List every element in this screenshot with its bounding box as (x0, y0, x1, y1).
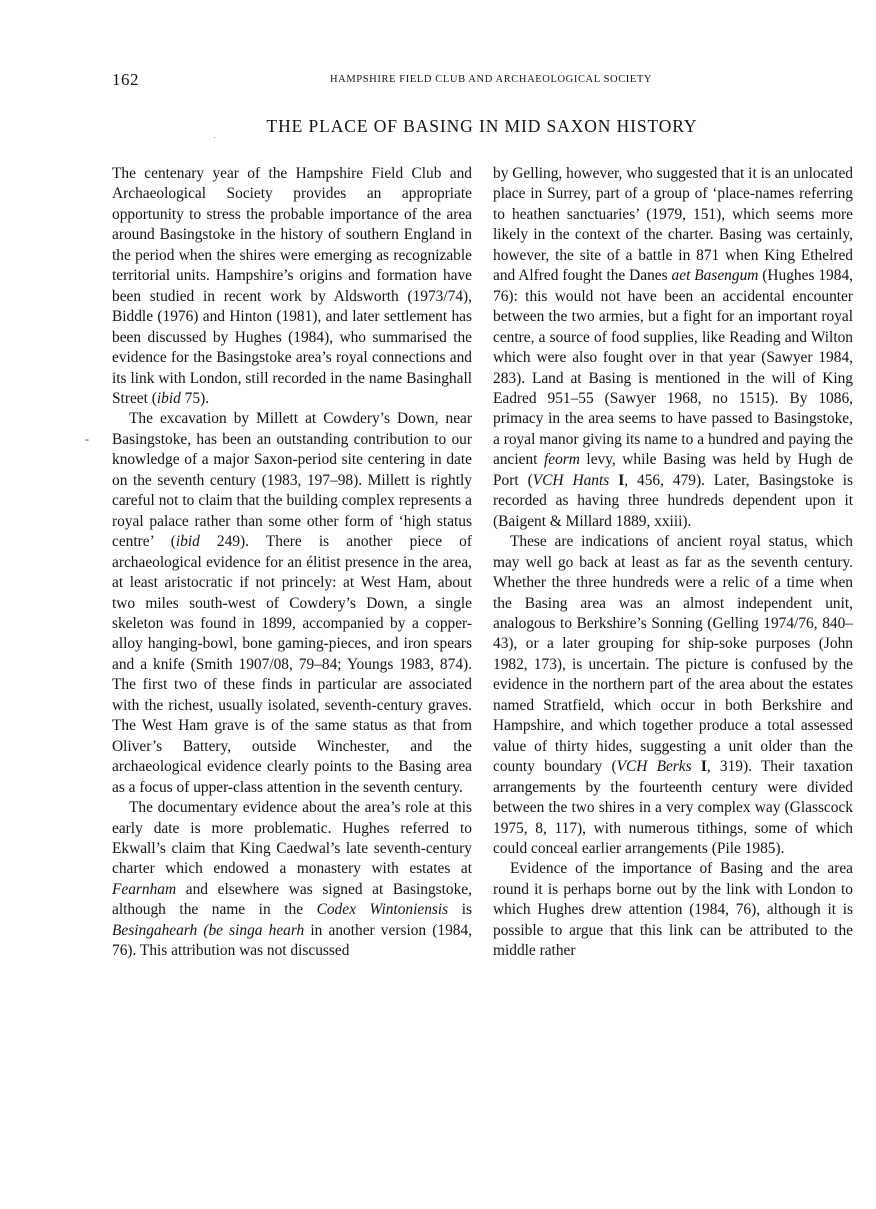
running-head (112, 70, 766, 92)
text-run: levy, while Basing was held by Hugh de Port ( (493, 451, 853, 489)
text-run: The centenary year of the Hampshire Field Club and Archaeological Society provides an appropriate opportunity to stress the probable importance of the area around Basingstoke in the history of southern England in the period when the shires were emerging as recognizable territorial units. Hampshire’s origins and formation have been studied in recent work by Aldsworth (1973/74), Biddle (1976) and Hinton (1981), and later settlement has been discussed by Hughes (1984), who summarised the evidence for the Basingstoke area’s royal connections and its link with London, still recorded in the name Basinghall Street ( (112, 165, 472, 407)
text-run: The excavation by Millett at Cowdery’s Down, near Basingstoke, has been an outstanding contribution to our knowledge of a major Saxon-period site centering in date on the seventh century (1983, 197–98). Millett is rightly careful not to claim that the building complex represents a royal palace rather than some other form of ‘high status centre’ ( (112, 410, 472, 551)
print-fleck (214, 137, 215, 138)
paragraph-documentary (112, 798, 472, 962)
text-run: by Gelling, however, who suggested that it is an unlocated place in Surrey, part of a group of ‘place-names referring to heathen sanctuaries’ (1979, 151), which seems more likely in the context of the charter. Basing was certainly, however, the site of a battle in 871 when King Ethelred and Alfred fought the Danes (493, 165, 853, 285)
volume-number: I (700, 758, 707, 776)
text-run: in another version (1984, 76). This attribution was not discussed (112, 921, 472, 960)
italic-vch-berks: VCH Berks (616, 758, 692, 776)
italic-besingahearh: Besingahearh (be singa hearh (112, 921, 305, 939)
text-run: , 456, 479). Later, Basingstoke is recorded as having three hundreds dependent upon it (Baigent & Millard 1889, xxiii). (493, 471, 853, 530)
journal-name: HAMPSHIRE FIELD CLUB AND ARCHAEOLOGICAL SOCIETY (330, 74, 653, 85)
text-run: The documentary evidence about the area’s role at this early date is more problematic. Hughes referred to Ekwall’s claim that King Caedwal’s late seventh-century charter which endowed a monastery with estates at (112, 799, 472, 878)
paragraph-excavation (112, 409, 472, 798)
paragraph-royal-status (493, 532, 853, 859)
text-run: and elsewhere was signed at Basingstoke, although the name in the (112, 880, 472, 919)
margin-mark: - (85, 432, 89, 446)
text-run: (Hughes 1984, 76): this would not have been an accidental encounter between the two armies, but a fight for an important royal centre, a source of food supplies, like Reading and Wilton which were also fought over in that year (Sawyer 1984, 283). Land at Basing is mentioned in the will of King Eadred 951–55 (Sawyer 1968, no 1515). By 1086, primacy in the area seems to have passed to Basingstoke, a royal manor giving its name to a hundred and paying the ancient (493, 267, 853, 469)
article-title: THE PLACE OF BASING IN MID SAXON HISTORY (266, 116, 698, 136)
italic-feorm: feorm (543, 451, 580, 469)
text-run: is (448, 901, 472, 919)
volume-number: I (618, 471, 625, 489)
italic-ibid: ibid (156, 389, 181, 407)
right-column (493, 164, 853, 962)
italic-codex: Codex Wintoniensis (316, 901, 449, 919)
paragraph-london-link (493, 859, 853, 961)
page-number: 162 (112, 70, 139, 89)
italic-vch-hants: VCH Hants (532, 471, 610, 489)
text-run: 75). (180, 389, 210, 407)
text-run: These are indications of ancient royal status, which may well go back at least as far as the seventh century. Whether the three hundreds were a relic of a time when the Basing area was an almost independent unit, analogous to Berkshire’s Sonning (Gelling 1974/76, 840–43), or a later grouping for ship-soke purposes (John 1982, 173), is uncertain. The picture is confused by the evidence in the northern part of the area about the estates named Stratfield, which occur in both Berkshire and Hampshire, and which together produce a total assessed value of thirty hides, suggesting a unit older than the county boundary ( (493, 533, 853, 776)
italic-ibid: ibid (175, 533, 200, 551)
italic-aet-basengum: aet Basengum (671, 267, 759, 285)
paragraph-intro (112, 164, 472, 409)
italic-fearnham: Fearnham (112, 880, 177, 898)
text-run: Evidence of the importance of Basing and the area round it is perhaps borne out by the link with London to which Hughes drew attention (1984, 76), although it is possible to argue that this link can be attributed to the middle rather (493, 860, 853, 960)
left-column (112, 164, 472, 962)
text-run: 249). There is another piece of archaeological evidence for an élitist presence in the area, at least aristocratic if not princely: at West Ham, about two miles south-west of Cowdery’s Down, a single skeleton was found in 1899, accompanied by a copper-alloy hanging-bowl, bone gaming-pieces, and iron spears and a knife (Smith 1907/08, 79–84; Youngs 1983, 874). The first two of these finds in particular are associated with the richest, usually isolated, seventh-century graves. The West Ham grave is of the same status as that from Oliver’s Battery, outside Winchester, and the archaeological evidence clearly points to the Basing area as a focus of upper-class attention in the seventh century. (112, 533, 473, 796)
paragraph-continued (493, 164, 853, 532)
text-run: , 319). Their taxation arrangements by the fourteenth century were divided between the two shires in a very complex way (Glasscock 1975, 8, 117), with numerous tithings, some of which could conceal earlier arrangements (Pile 1985). (493, 758, 854, 857)
